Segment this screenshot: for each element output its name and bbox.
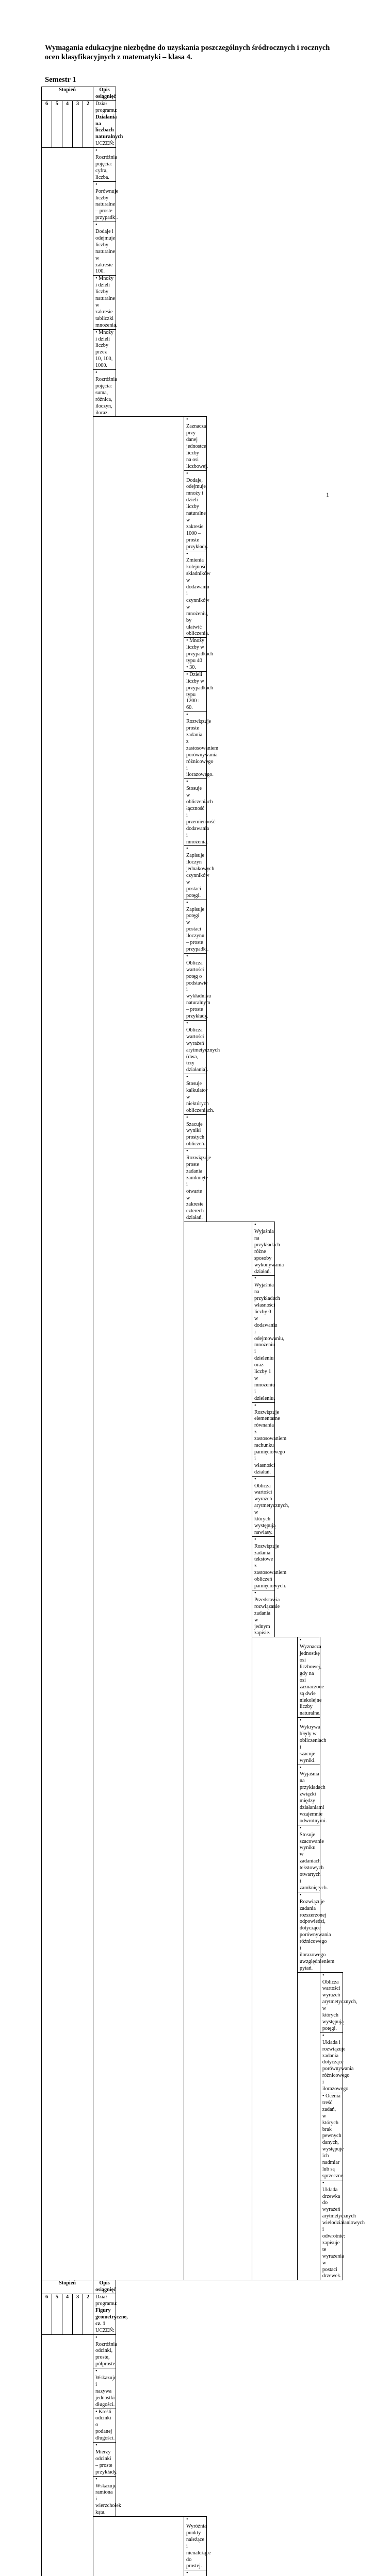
requirements-table-body bbox=[42, 87, 343, 2576]
grade-span-cell bbox=[93, 2517, 184, 2576]
requirement-text: • Oblicza wartości wyrażeń arytmetycznych, w których występują nawiasy. bbox=[252, 1476, 274, 1536]
requirement-text: • Wyjaśnia na przykładach własności liczby 0 w dodawaniu i odejmowaniu, mnożeniu i dzieleniu oraz liczby 1 w mnożeniu i dzieleniu. bbox=[252, 1276, 274, 1402]
requirement-text: • Wykrywa błędy w obliczeniach i szacuje wyniki. bbox=[297, 1718, 320, 1765]
requirement-text: • Dzieli liczby w przypadkach typu 1200 : 60. bbox=[184, 671, 206, 711]
requirement-text: • Ocenia treść zadań, w których brak pewnych danych, występuje ich nadmiar lub są sprzeczne. bbox=[320, 2093, 343, 2180]
grade-span-cell bbox=[252, 1637, 297, 2280]
table-header-row bbox=[42, 2280, 343, 2294]
dzial-prefix: Dział programu: bbox=[95, 2294, 117, 2307]
grade-span-cell bbox=[297, 1972, 320, 2280]
dzial-title: Figury geometryczne, cz. 1 bbox=[95, 2308, 128, 2327]
section-heading bbox=[93, 100, 116, 147]
requirement-text: • Oblicza wartości potęg o podstawie i wykładniku naturalnym – proste przykłady. bbox=[184, 953, 206, 1020]
grade-numbers-row bbox=[42, 100, 343, 147]
grade-number: 3 bbox=[73, 2294, 83, 2334]
grade-number: 5 bbox=[52, 2294, 62, 2334]
dzial-title: Działania na liczbach naturalnych bbox=[95, 114, 123, 140]
grade-number: 4 bbox=[62, 100, 73, 147]
requirement-text: • Rozwiązuje proste zadania zamknięte i otwarte w zakresie czterech działań. bbox=[184, 1148, 206, 1222]
requirement-text: • Zmienia kolejność składników w dodawaniu i czynników w mnożeniu, by ułatwić obliczenia. bbox=[184, 551, 206, 638]
stopien-header: Stopień bbox=[42, 2280, 93, 2294]
grade-number: 2 bbox=[83, 2294, 93, 2334]
requirement-text: • Oblicza wartości wyrażeń arytmetycznych, w których występują potęgi. bbox=[320, 1972, 343, 2032]
requirement-text: • Rozwiązuje zadania rozszerzonej odpowiedzi, dotyczące porównywania różnicowego i ilorazowego uwzględnieniem pytań. bbox=[297, 1892, 320, 1972]
page-number: 1 bbox=[326, 491, 329, 499]
requirement-text: • Układa i rozwiązuje zadania dotyczące porównywania różnicowego i ilorazowego. bbox=[320, 2032, 343, 2093]
requirement-text: • Układa drzewka do wyrażeń arytmetycznych wielodziałaniowych i odwrotnie: zapisuje te wyrażenia w postaci drzewek. bbox=[320, 2180, 343, 2280]
document-title: Wymagania edukacyjne niezbędne do uzyskania poszczególnych śródrocznych i rocznych ocen klasyfikacyjnych z matematyki – klasa 4. bbox=[45, 43, 334, 62]
requirement-text: • Oblicza wartości wyrażeń arytmetycznych (dwa, trzy działania). bbox=[184, 1020, 206, 1074]
requirement-text: • Mnoży i dzieli liczby przez 10, 100, 1000. bbox=[93, 329, 116, 369]
requirement-text: • Wskazuje ramiona i wierzchołek kąta. bbox=[93, 2476, 116, 2516]
grade-span-cell bbox=[42, 148, 93, 2280]
opis-header: Opis osiągnięć bbox=[93, 2280, 116, 2294]
grade-span-cell bbox=[42, 2334, 93, 2576]
requirement-text: • Mierzy odcinki – proste przykłady. bbox=[93, 2443, 116, 2477]
requirement-text: • Stosuje szacowanie wyniku w zadaniach tekstowych otwartych i zamkniętych. bbox=[297, 1825, 320, 1892]
requirement-text: • Rozwiązuje zadania tekstowe z zastosowaniem obliczeń pamięciowych. bbox=[252, 1536, 274, 1590]
requirement-text: • Mnoży i dzieli liczby naturalne w zakresie tabliczki mnożenia. bbox=[93, 276, 116, 329]
grade-number: 5 bbox=[52, 100, 62, 147]
grade-number: 2 bbox=[83, 100, 93, 147]
grade-numbers-row bbox=[42, 2294, 343, 2334]
grade-number: 3 bbox=[73, 100, 83, 147]
requirement-text: • Rozwiązuje elementarne równania z zastosowaniem rachunku pamięciowego i własności działań. bbox=[252, 1402, 274, 1476]
requirement-text: • Mnoży liczby w przypadkach typu 40 • 30. bbox=[184, 638, 206, 672]
requirement-text: • Wyróżnia punkty należące i nienależące do prostej. bbox=[184, 2517, 206, 2570]
requirement-text: • Zapisuje iloczyn jednakowych czynników w postaci potęgi. bbox=[184, 846, 206, 900]
uczen-label: UCZEŃ: bbox=[95, 141, 115, 146]
section-heading bbox=[93, 2294, 116, 2334]
requirement-text: • Wyjaśnia na przykładach związki między działaniami wzajemnie odwrotnymi. bbox=[297, 1765, 320, 1825]
requirement-text: • Dodaje, odejmuje, mnoży i dzieli liczby naturalne w zakresie 1000 – proste przykłady. bbox=[184, 470, 206, 551]
grade-number: 6 bbox=[42, 2294, 52, 2334]
uczen-label: UCZEŃ: bbox=[95, 2328, 115, 2333]
requirement-text: • Wyjaśnia na przykładach różne sposoby wykonywania działań. bbox=[252, 1222, 274, 1276]
requirement-text: • Rozróżnia pojęcia: suma, różnica, iloczyn, iloraz. bbox=[93, 370, 116, 417]
stopien-header: Stopień bbox=[42, 87, 93, 101]
requirement-text: • Porównuje liczby naturalne – proste przypadki. bbox=[93, 181, 116, 222]
grade-span-cell bbox=[93, 417, 184, 2280]
table-header-row bbox=[42, 87, 343, 101]
requirement-text: • Dodaje i odejmuje liczby naturalne w zakresie 100. bbox=[93, 222, 116, 276]
grade-span-cell bbox=[184, 1222, 252, 2280]
requirement-text: • Wyznacza jednostkę osi liczbowej, gdy na osi zaznaczone są dwie niekolejne liczby naturalne. bbox=[297, 1637, 320, 1718]
grade-number: 4 bbox=[62, 2294, 73, 2334]
opis-header: Opis osiągnięć bbox=[93, 87, 116, 101]
requirement-text: • Przedstawia rozwiązanie zadania w jednym zapisie. bbox=[252, 1590, 274, 1637]
requirement-text: • Zaznacza przy danej jednostce liczby na osi liczbowej. bbox=[184, 417, 206, 470]
requirement-text: • Kreśli odcinki o podanej długości. bbox=[93, 2409, 116, 2443]
requirement-text: • Rozwiązuje proste zadania z zastosowaniem porównywania różnicowego i ilorazowego. bbox=[184, 712, 206, 779]
requirement-text: • Stosuje kalkulator w niektórych obliczeniach. bbox=[184, 1074, 206, 1114]
requirement-text: • Zapisuje potęgi w postaci iloczynu – proste przypadki. bbox=[184, 900, 206, 953]
requirement-text: • bbox=[184, 2570, 206, 2576]
requirement-text: • Rozróżnia pojęcia: cyfra, liczba. bbox=[93, 148, 116, 182]
dzial-prefix: Dział programu: bbox=[95, 101, 117, 113]
requirement-text: • Wskazuje i nazywa jednostki długości. bbox=[93, 2368, 116, 2409]
requirement-text: • Szacuje wyniki prostych obliczeń. bbox=[184, 1114, 206, 1148]
requirements-table bbox=[41, 87, 343, 2576]
grade-number: 6 bbox=[42, 100, 52, 147]
requirement-text: • Rozróżnia odcinki, proste, półproste. bbox=[93, 2334, 116, 2368]
semester-heading: Semestr 1 bbox=[45, 76, 76, 84]
requirement-row bbox=[42, 148, 343, 182]
requirement-text: • Stosuje w obliczeniach łączność i przemienność dodawania i mnożenia. bbox=[184, 779, 206, 846]
requirement-row bbox=[42, 2334, 343, 2368]
